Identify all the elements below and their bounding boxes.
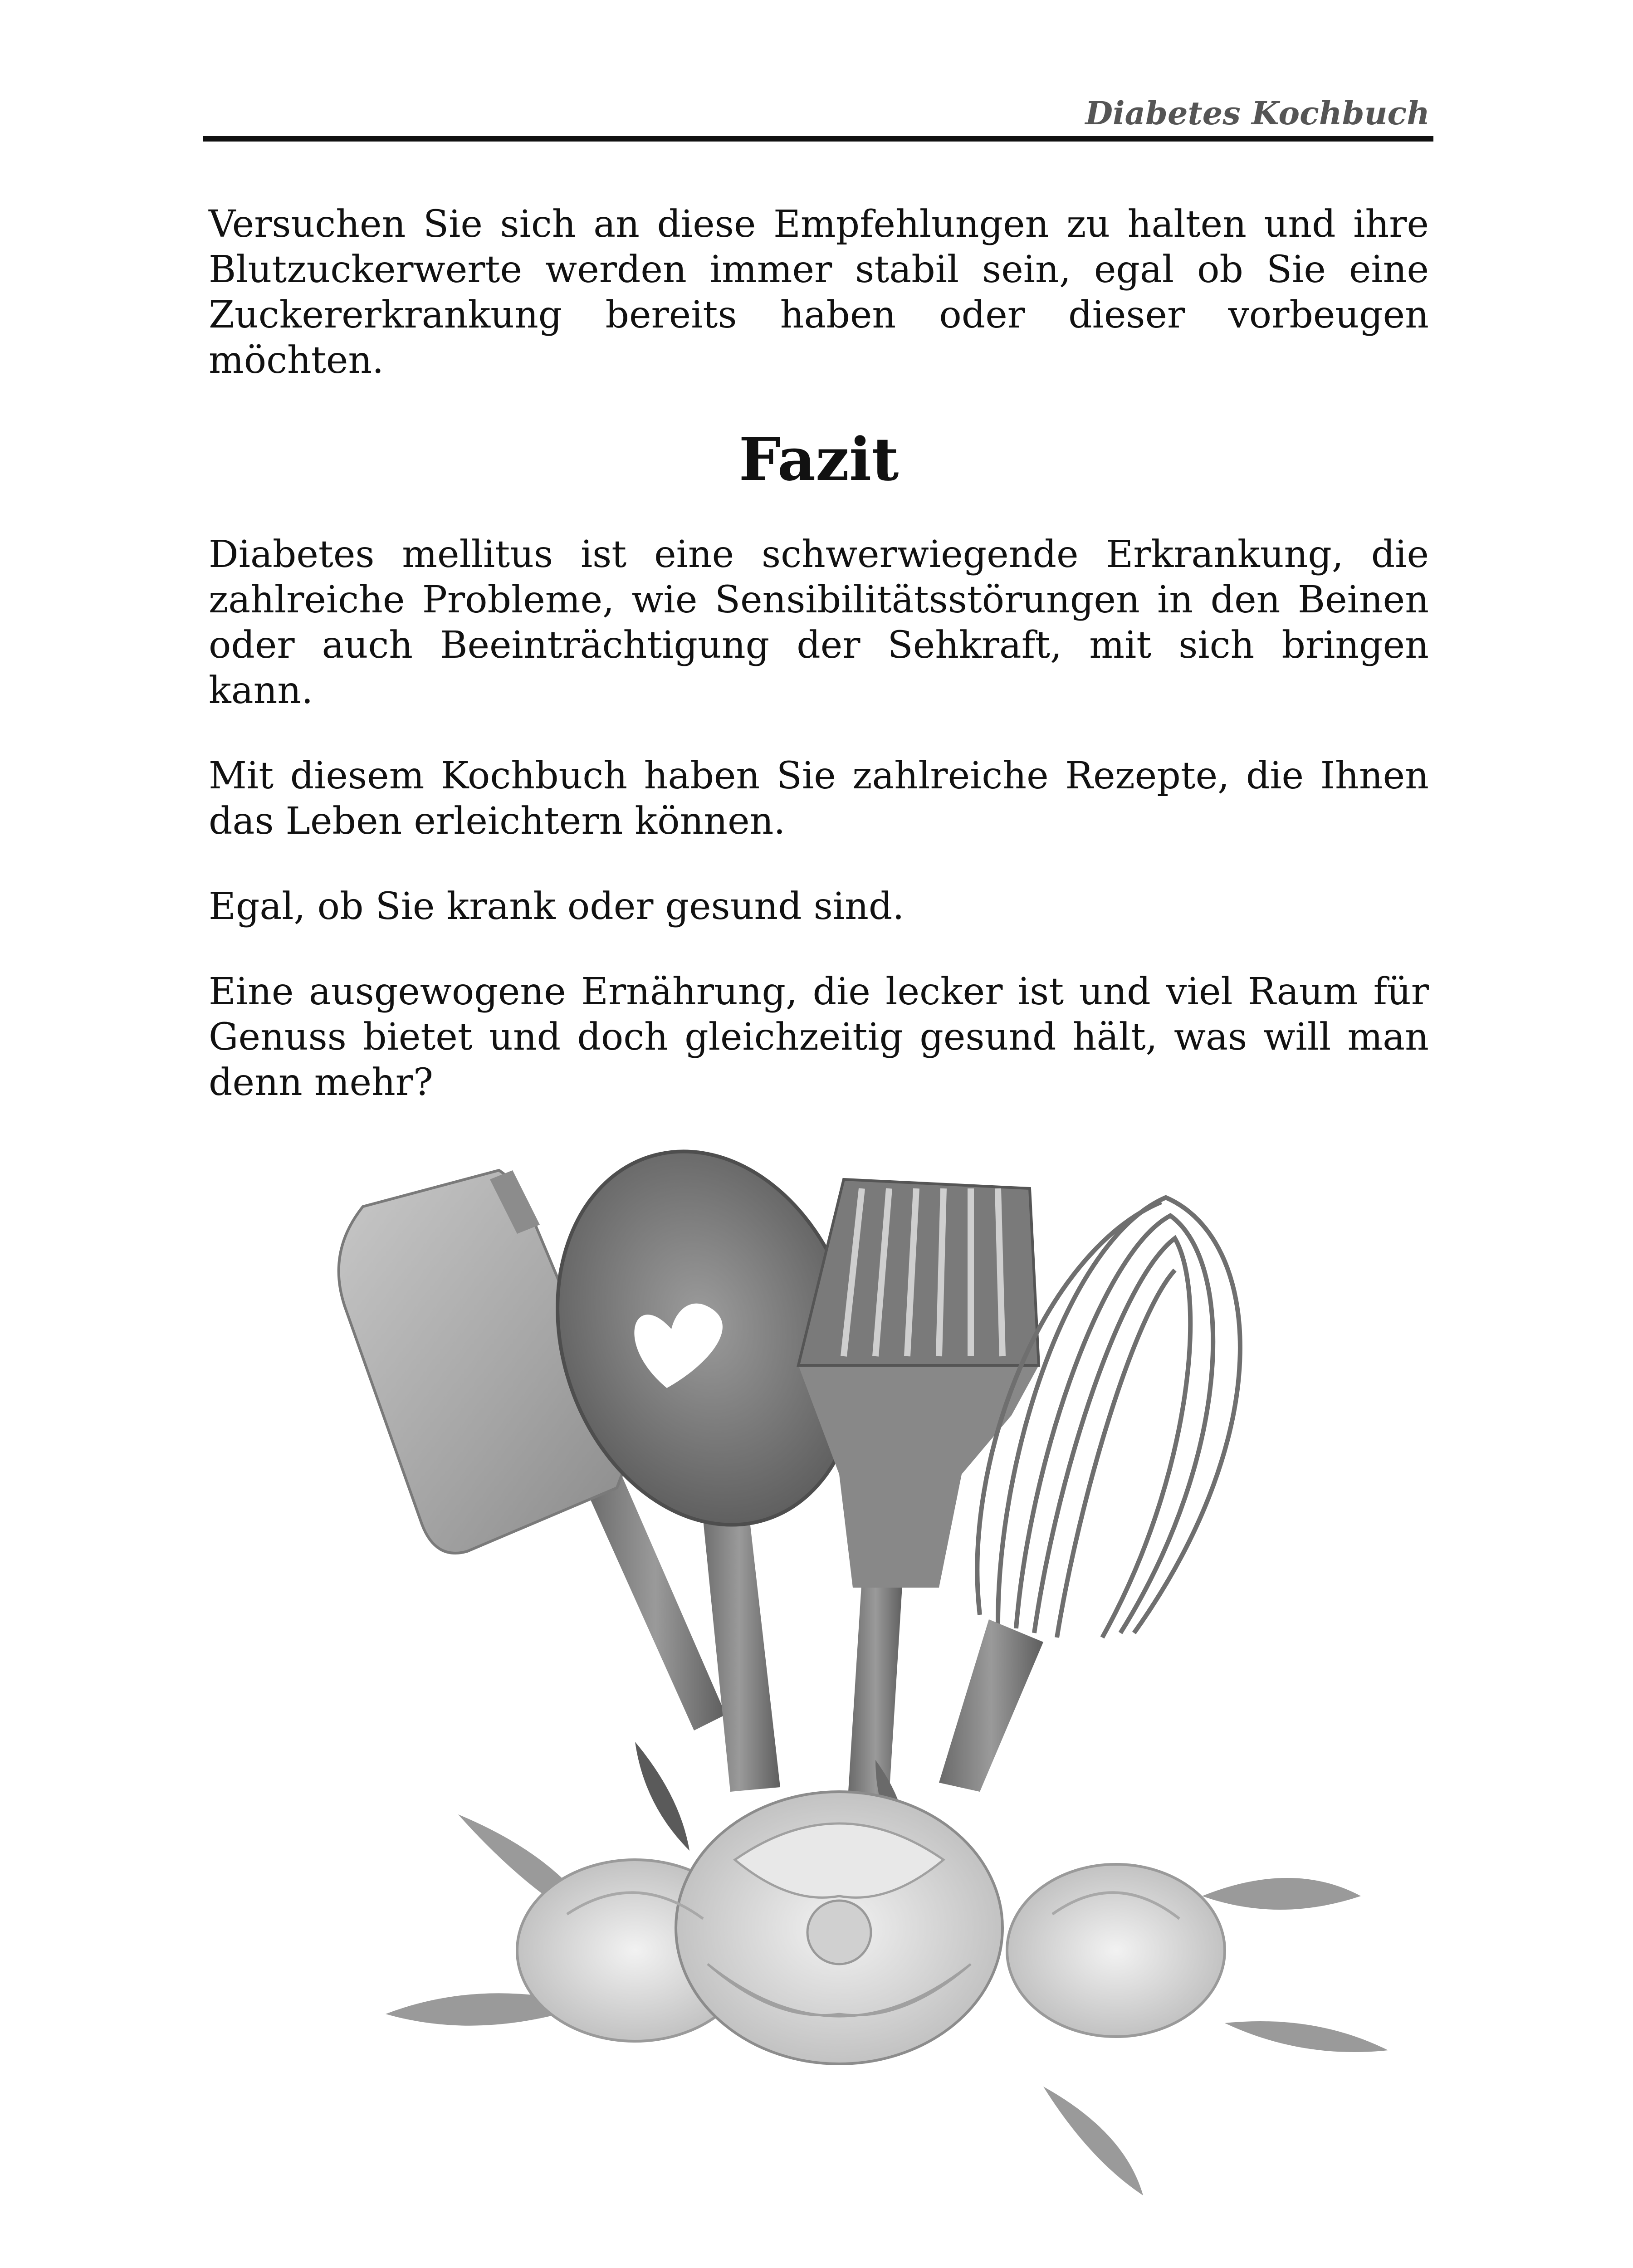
- whisk-handle: [939, 1619, 1043, 1792]
- body-paragraph-4: Eine ausgewogene Ernährung, die lecker ist und viel Raum für Genuss bietet und doch gleichzeitig gesund hält, was will man denn mehr?: [209, 970, 1429, 1104]
- intro-paragraph: Versuchen Sie sich an diese Empfehlungen zu halten und ihre Blutzuckerwerte werden immer stabil sein, egal ob Sie eine Zuckererkrankung bereits haben oder dieser vorbeugen möchten.: [209, 203, 1429, 382]
- body-paragraph-3: Egal, ob Sie krank oder gesund sind.: [209, 885, 905, 928]
- section-heading: Fazit: [738, 425, 899, 494]
- body-paragraph-1: Diabetes mellitus ist eine schwerwiegende Erkrankung, die zahlreiche Probleme, wie Sensibilitätsstörungen in den Beinen oder auch Beeinträchtigung der Sehkraft, mit sich bringen kann.: [209, 533, 1429, 712]
- body-paragraph-2: Mit diesem Kochbuch haben Sie zahlreiche Rezepte, die Ihnen das Leben erleichtern können.: [209, 754, 1429, 843]
- running-header-title: Diabetes Kochbuch: [1085, 94, 1430, 132]
- flower-bouquet-icon: [517, 1792, 1225, 2064]
